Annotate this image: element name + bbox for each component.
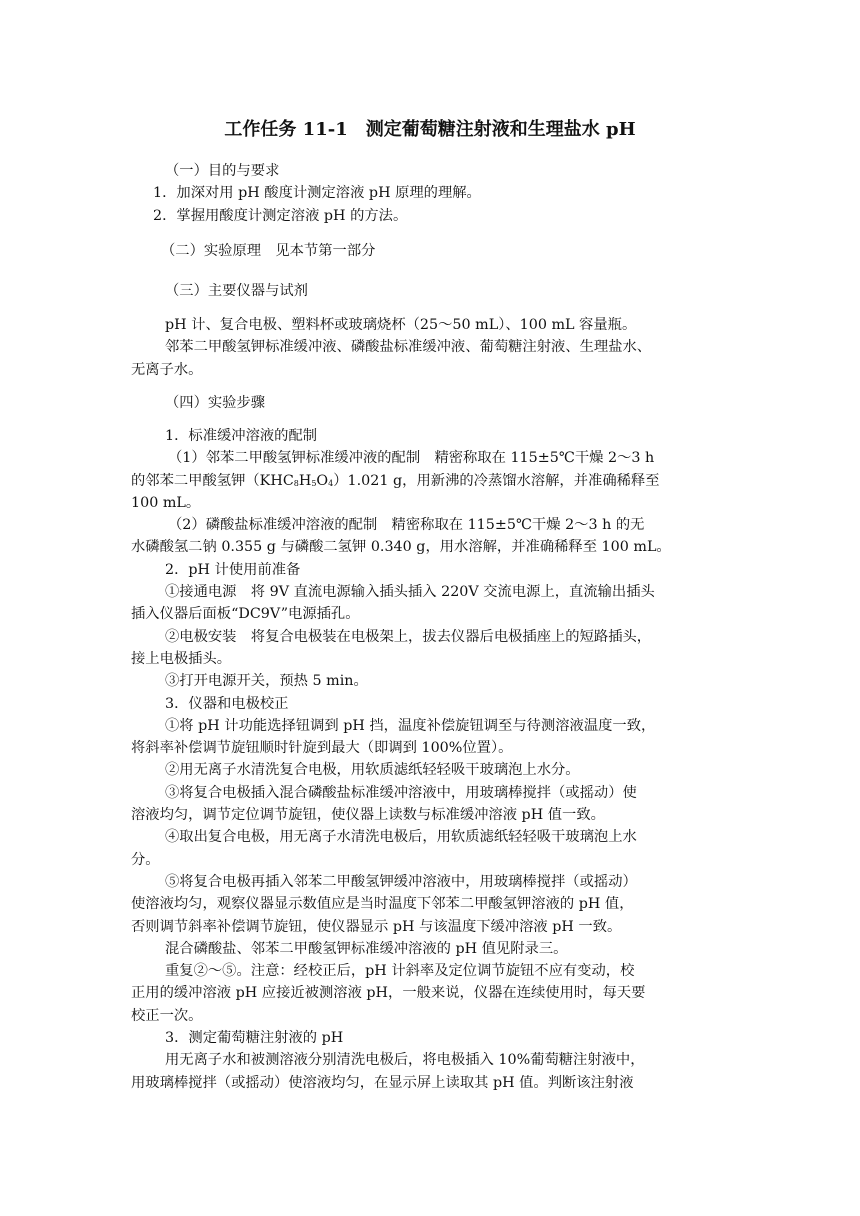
step-title: 1．标准缓冲溶液的配制 (165, 428, 318, 444)
page-title: 工作任务 11-1 测定葡萄糖注射液和生理盐水 pH (224, 119, 636, 140)
paragraph-line: ①将 pH 计功能选择钮调到 pH 挡，温度补偿旋钮调至与待测溶液温度一致， (165, 717, 656, 734)
paragraph-line (131, 470, 737, 492)
paragraph-line: 将斜率补偿调节旋钮顺时针旋到最大（即调到 100%位置）。 (131, 740, 513, 757)
paragraph: pH 计、复合电极、塑料杯或玻璃烧杯（25～50 mL）、100 mL 容量瓶。 (165, 317, 637, 333)
paragraph-line: 100 mL。 (131, 494, 201, 511)
subscript: 4 (328, 478, 334, 488)
paragraph-line: 邻苯二甲酸氢钾标准缓冲液、磷酸盐标准缓冲液、葡萄糖注射液、生理盐水、 (165, 339, 652, 356)
subscript: 5 (311, 478, 317, 488)
section-materials-body (131, 314, 737, 381)
paragraph-line: 重复②～⑤。注意：经校正后，pH 计斜率及定位调节旋钮不应有变动，校 (165, 963, 635, 980)
paragraph-line: ②电极安装 将复合电极装在电极架上，拔去仪器后电极插座上的短路插头， (165, 628, 652, 645)
paragraph: ③打开电源开关，预热 5 min。 (165, 673, 368, 690)
text-run: H (298, 472, 312, 489)
section-heading: （三）主要仪器与试剂 (165, 283, 308, 299)
section-objectives (131, 160, 737, 227)
section-steps (131, 392, 737, 414)
paragraph: 混合磷酸盐、邻苯二甲酸氢钾标准缓冲溶液的 pH 值见附录三。 (165, 940, 568, 957)
text-run: 的邻苯二甲酸氢钾（KHC (131, 472, 294, 489)
list-item: 1．加深对用 pH 酸度计测定溶液 pH 原理的理解。 (153, 185, 481, 202)
paragraph-line: 插入仪器后面板“DC9V”电源插孔。 (131, 606, 360, 623)
step-title: 3．仪器和电极校正 (165, 695, 289, 712)
paragraph-line: 溶液均匀，调节定位调节旋钮，使仪器上读数与标准缓冲溶液 pH 值一致。 (131, 807, 605, 824)
paragraph-line: 否则调节斜率补偿调节旋钮，使仪器显示 pH 与该温度下缓冲溶液 pH 一致。 (131, 918, 622, 935)
text-run: O (316, 472, 329, 489)
paragraph-line: 正用的缓冲溶液 pH 应接近被测溶液 pH，一般来说，仪器在连续使用时，每天要 (131, 985, 646, 1002)
paragraph-line: ①接通电源 将 9V 直流电源输入插头插入 220V 交流电源上，直流输出插头 (165, 584, 655, 601)
paragraph-line: 接上电极插头。 (131, 650, 232, 667)
paragraph-line: ⑤将复合电极再插入邻苯二甲酸氢钾缓冲溶液中，用玻璃棒搅拌（或摇动） (165, 873, 637, 890)
paragraph-line: 校正一次。 (131, 1007, 203, 1024)
subscript: 8 (293, 478, 299, 488)
paragraph-line: ④取出复合电极，用无离子水清洗电极后，用软质滤纸轻轻吸干玻璃泡上水 (165, 829, 637, 846)
paragraph-line: 用无离子水和被测溶液分别清洗电极后，将电极插入 10%葡萄糖注射液中， (165, 1052, 645, 1069)
paragraph-line: 用玻璃棒搅拌（或摇动）使溶液均匀，在显示屏上读取其 pH 值。判断该注射液 (131, 1074, 634, 1091)
paragraph-line: （2）磷酸盐标准缓冲溶液的配制 精密称取在 115±5℃干燥 2～3 h 的无 (168, 517, 645, 534)
paragraph-line: ③将复合电极插入混合磷酸盐标准缓冲溶液中，用玻璃棒搅拌（或摇动）使 (165, 784, 637, 801)
paragraph-line: （1）邻苯二甲酸氢钾标准缓冲液的配制 精密称取在 115±5℃干燥 2～3 h (168, 450, 655, 467)
step-title: 2．pH 计使用前准备 (165, 561, 301, 578)
paragraph: ②用无离子水清洗复合电极，用软质滤纸轻轻吸干玻璃泡上水分。 (165, 762, 580, 779)
section-heading: （二）实验原理 见本节第一部分 (161, 243, 376, 259)
paragraph-line: 水磷酸氢二钠 0.355 g 与磷酸二氢钾 0.340 g，用水溶解，并准确稀释至 100 mL。 (131, 539, 671, 556)
paragraph-line: 分。 (131, 851, 160, 868)
text-run: ）1.021 g，用新沸的冷蒸馏水溶解，并准确稀释至 (333, 472, 660, 489)
section-principle (131, 240, 737, 262)
section-steps-body (131, 425, 737, 1094)
section-heading: （一）目的与要求 (165, 163, 280, 179)
list-item: 2．掌握用酸度计测定溶液 pH 的方法。 (153, 207, 408, 224)
paragraph-line: 使溶液均匀，观察仪器显示数值应是当时温度下邻苯二甲酸氢钾溶液的 pH 值， (131, 896, 634, 913)
step-title: 3．测定葡萄糖注射液的 pH (165, 1030, 344, 1047)
section-heading: （四）实验步骤 (165, 395, 266, 411)
paragraph-line: 无离子水。 (131, 361, 203, 378)
section-materials (131, 280, 737, 302)
